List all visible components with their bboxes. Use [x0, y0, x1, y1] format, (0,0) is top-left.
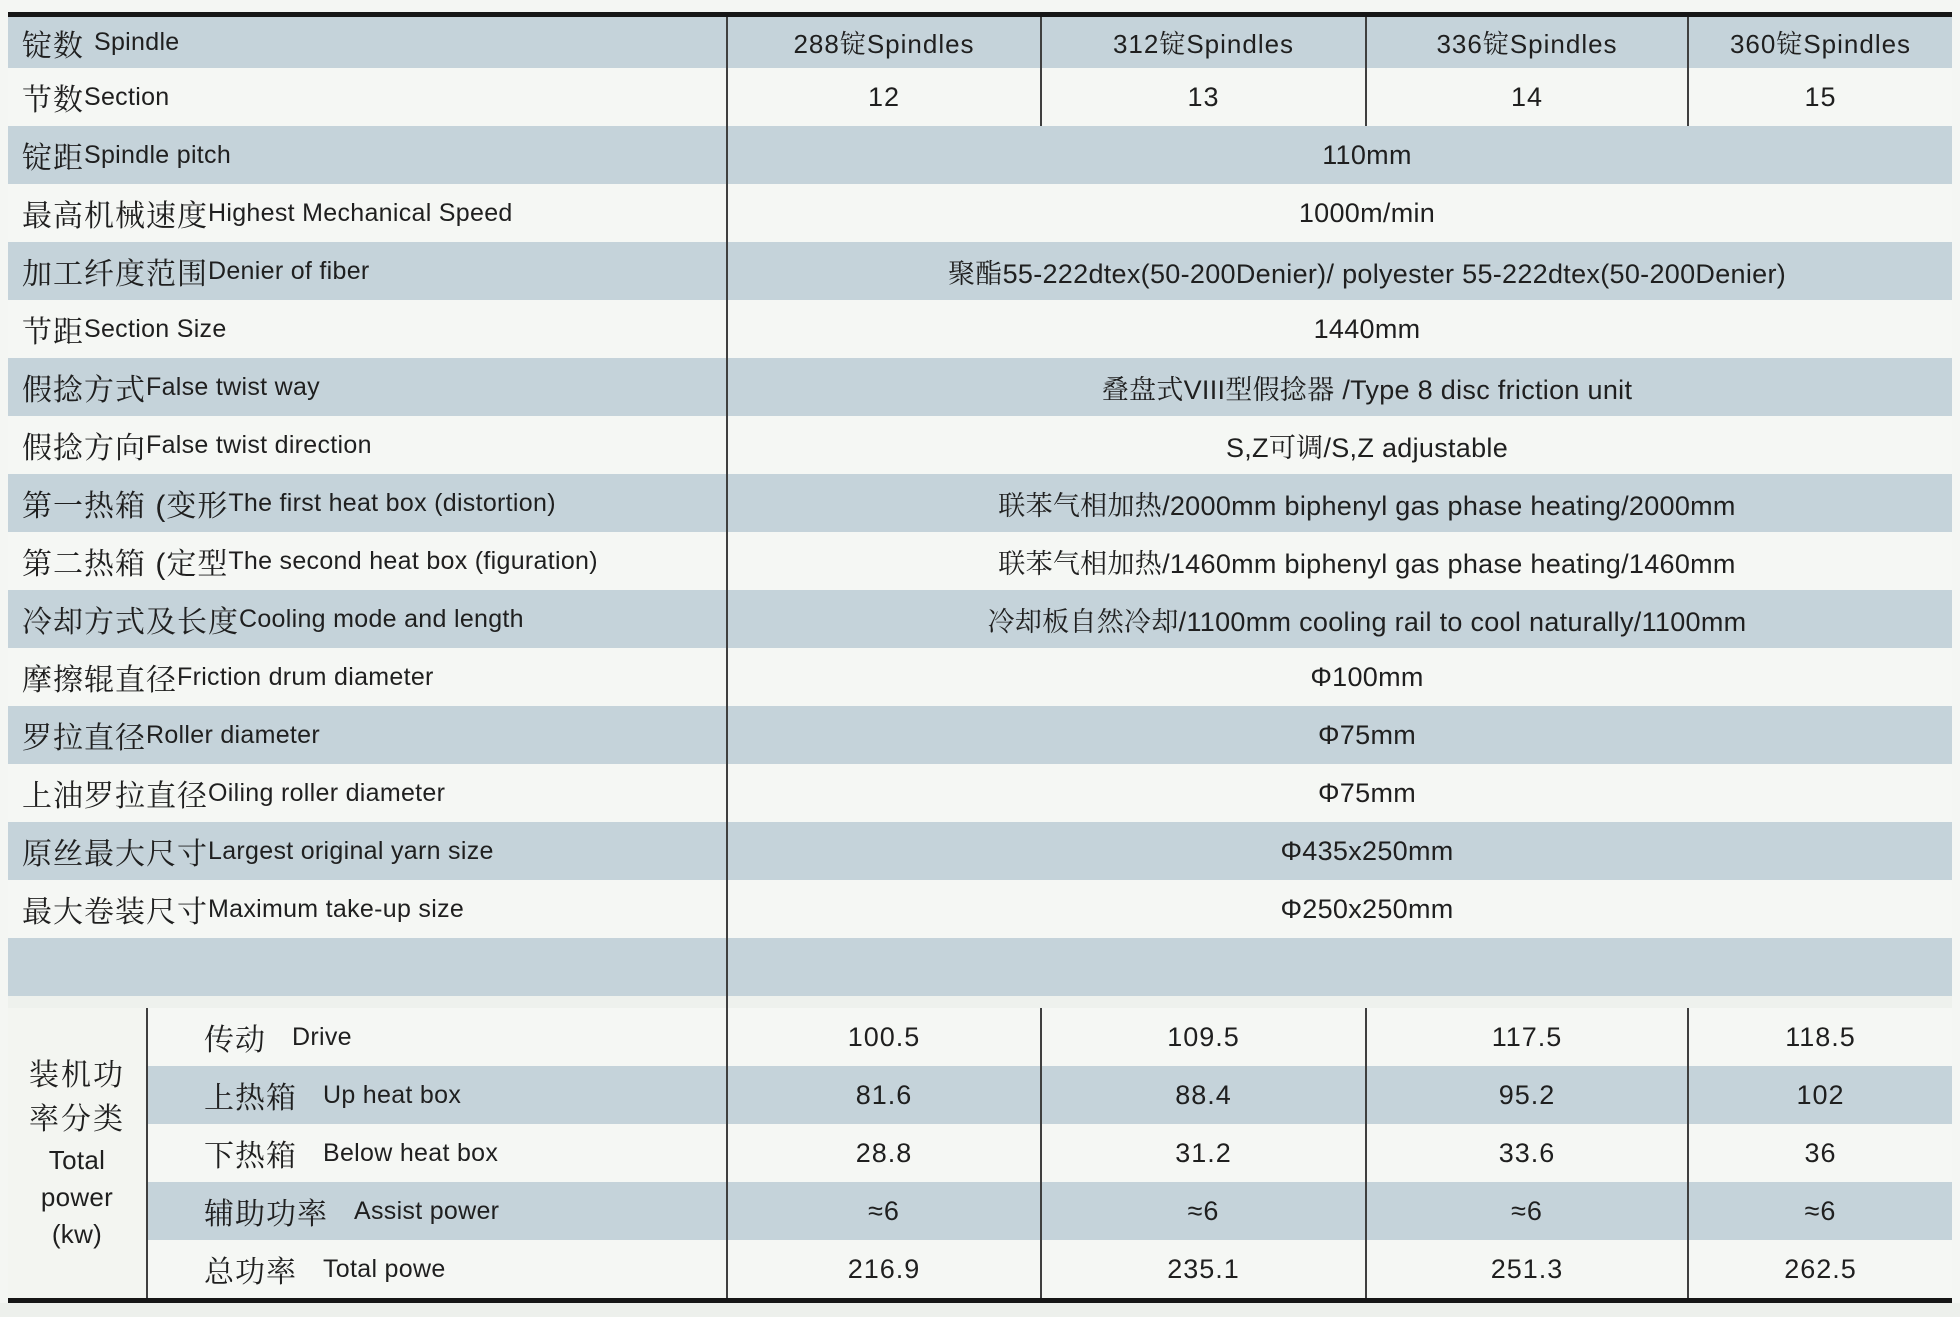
- power-value: 28.8: [728, 1124, 1042, 1182]
- row-label-zh: 冷却方式及长度: [22, 606, 239, 639]
- row-label: [8, 184, 728, 242]
- row-label-zh: 摩擦辊直径: [22, 664, 177, 697]
- row-section-size: [8, 300, 1952, 358]
- row-label-zh: 锭数: [22, 29, 84, 63]
- row-section: [8, 68, 1952, 126]
- power-value: ≈6: [728, 1182, 1042, 1240]
- row-label: [8, 880, 728, 938]
- row-value: Φ250x250mm: [1280, 893, 1454, 924]
- power-row-label: [148, 1124, 728, 1182]
- power-value: 109.5: [1042, 1008, 1367, 1066]
- table-bottom-border: [8, 1298, 1952, 1303]
- power-row-label: [148, 1008, 728, 1066]
- row-label-en: The first heat box (distortion): [228, 488, 556, 517]
- gap-divider-line: [8, 996, 728, 1008]
- row-false-twist-way: [8, 358, 1952, 416]
- row-value: 联苯气相加热/1460mm biphenyl gas phase heating/1460mm: [998, 548, 1736, 579]
- power-row-label: [148, 1240, 728, 1298]
- row-label: [8, 416, 728, 474]
- power-label-en: Assist power: [354, 1196, 500, 1225]
- power-value: 235.1: [1042, 1240, 1367, 1298]
- row-denier-of-fiber: [8, 242, 1952, 300]
- row-label-zh: 加工纤度范围: [22, 258, 208, 291]
- column-header-336: 336锭Spindles: [1367, 17, 1689, 68]
- power-value: 31.2: [1042, 1124, 1367, 1182]
- row-label-en: Section Size: [84, 314, 227, 343]
- row-spindle-pitch: [8, 126, 1952, 184]
- power-value: ≈6: [1367, 1182, 1689, 1240]
- row-label-zh: 假捻方式: [22, 374, 146, 407]
- power-value: 81.6: [728, 1066, 1042, 1124]
- power-label-en: Below heat box: [323, 1138, 499, 1167]
- row-label-zh: 锭距: [22, 142, 84, 175]
- column-header-288: 288锭Spindles: [728, 17, 1042, 68]
- row-value: 聚酯55-222dtex(50-200Denier)/ polyester 55-222dtex(50-200Denier): [947, 258, 1787, 289]
- row-label-zh: 原丝最大尺寸: [22, 838, 208, 871]
- row-value: Φ75mm: [1317, 719, 1417, 750]
- row-label-zh: 最高机械速度: [22, 200, 208, 233]
- row-value: 叠盘式VIII型假捻器 /Type 8 disc friction unit: [1101, 374, 1633, 405]
- row-value: Φ435x250mm: [1280, 835, 1454, 866]
- row-label-en: Largest original yarn size: [208, 836, 494, 865]
- row-label: [8, 822, 728, 880]
- row-oiling-roller-diameter: [8, 764, 1952, 822]
- power-value: 117.5: [1367, 1008, 1689, 1066]
- specification-table: [8, 12, 1952, 1303]
- power-value: 88.4: [1042, 1066, 1367, 1124]
- row-label-en: Spindle pitch: [84, 140, 232, 169]
- row-label: [8, 300, 728, 358]
- row-label-en: Maximum take-up size: [208, 894, 465, 923]
- row-friction-drum-diameter: [8, 648, 1952, 706]
- power-row-label: [148, 1066, 728, 1124]
- row-value: Φ75mm: [1317, 777, 1417, 808]
- row-label-en: Highest Mechanical Speed: [208, 198, 513, 227]
- power-value: 102: [1796, 1079, 1845, 1110]
- power-label-zh: 上热箱: [204, 1082, 297, 1115]
- power-row-below-heat-box: [148, 1124, 1952, 1182]
- power-value: 100.5: [728, 1008, 1042, 1066]
- power-row-assist-power: [148, 1182, 1952, 1240]
- row-label-en: False twist direction: [146, 430, 372, 459]
- power-value: 251.3: [1367, 1240, 1689, 1298]
- power-group-label: [8, 1008, 148, 1298]
- row-label: [8, 706, 728, 764]
- power-row-up-heat-box: [148, 1066, 1952, 1124]
- power-label-en: Drive: [292, 1022, 352, 1051]
- empty-value-cell: [728, 938, 1952, 996]
- power-group-en-line2: power: [40, 1181, 114, 1212]
- empty-label-cell: [8, 938, 728, 996]
- row-label-en: Denier of fiber: [208, 256, 370, 285]
- row-value: 1440mm: [1313, 313, 1421, 344]
- power-row-drive: [148, 1008, 1952, 1066]
- row-label: [8, 764, 728, 822]
- section-value-336: 14: [1367, 68, 1689, 126]
- row-value: 1000m/min: [1298, 197, 1436, 228]
- row-label-en: Cooling mode and length: [239, 604, 524, 633]
- row-label-zh: 上油罗拉直径: [22, 780, 208, 813]
- row-label-en: Roller diameter: [146, 720, 321, 749]
- row-empty-band: [8, 938, 1952, 996]
- power-label-en: Up heat box: [323, 1080, 462, 1109]
- section-value-360: 15: [1804, 81, 1837, 112]
- row-label-zh: 第一热箱 (变形: [22, 490, 229, 523]
- row-label-zh: 第二热箱 (定型: [22, 548, 229, 581]
- power-label-zh: 传动: [204, 1024, 266, 1057]
- row-label: [8, 126, 728, 184]
- row-value: 冷却板自然冷却/1100mm cooling rail to cool naturally/1100mm: [987, 606, 1747, 637]
- row-value: 110mm: [1322, 139, 1412, 170]
- row-label: [8, 648, 728, 706]
- row-label-zh: 罗拉直径: [22, 722, 146, 755]
- row-label-section: [8, 68, 728, 126]
- section-value-288: 12: [728, 68, 1042, 126]
- row-label-en: The second heat box (figuration): [228, 546, 598, 575]
- row-largest-original-yarn-size: [8, 822, 1952, 880]
- row-value: 联苯气相加热/2000mm biphenyl gas phase heating/2000mm: [998, 490, 1736, 521]
- row-label: [8, 358, 728, 416]
- power-row-total-power: [148, 1240, 1952, 1298]
- power-group-en-line1: Total: [48, 1144, 106, 1175]
- power-value: 95.2: [1367, 1066, 1689, 1124]
- column-header-360: 360锭Spindles: [1729, 29, 1912, 59]
- column-header-312: 312锭Spindles: [1042, 17, 1367, 68]
- power-value: 262.5: [1784, 1253, 1857, 1284]
- row-first-heat-box: [8, 474, 1952, 532]
- row-label-en: Friction drum diameter: [177, 662, 434, 691]
- row-cooling-mode-length: [8, 590, 1952, 648]
- row-label: [8, 532, 728, 590]
- power-label-en: Total powe: [323, 1254, 446, 1283]
- row-label-spindle: [8, 17, 728, 68]
- row-label-en: Oiling roller diameter: [208, 778, 446, 807]
- power-label-zh: 辅助功率: [204, 1198, 328, 1231]
- power-group-en-line3: (kw): [51, 1218, 103, 1249]
- row-value: Φ100mm: [1310, 661, 1424, 692]
- power-value: ≈6: [1042, 1182, 1367, 1240]
- row-label-zh: 节数: [22, 84, 84, 117]
- row-label-zh: 节距: [22, 316, 84, 349]
- row-label: [8, 590, 728, 648]
- power-rows: [148, 1008, 1952, 1298]
- row-spindle-header: [8, 17, 1952, 68]
- row-label-zh: 假捻方向: [22, 432, 146, 465]
- row-label-en: Section: [84, 82, 170, 111]
- row-false-twist-direction: [8, 416, 1952, 474]
- row-label-en: Spindle: [94, 28, 180, 56]
- power-value: 33.6: [1367, 1124, 1689, 1182]
- power-group-zh-line1: 装机功: [29, 1058, 125, 1092]
- power-label-zh: 总功率: [204, 1256, 297, 1289]
- power-value: 118.5: [1785, 1021, 1856, 1052]
- power-value: 36: [1804, 1137, 1837, 1168]
- power-value: ≈6: [1804, 1195, 1837, 1226]
- row-label-zh: 最大卷装尺寸: [22, 896, 208, 929]
- power-label-zh: 下热箱: [204, 1140, 297, 1173]
- row-maximum-take-up-size: [8, 880, 1952, 938]
- row-roller-diameter: [8, 706, 1952, 764]
- power-section: [8, 1008, 1952, 1298]
- row-label: [8, 474, 728, 532]
- power-value: 216.9: [728, 1240, 1042, 1298]
- power-group-zh-line2: 率分类: [29, 1102, 125, 1136]
- row-highest-mechanical-speed: [8, 184, 1952, 242]
- row-second-heat-box: [8, 532, 1952, 590]
- power-row-label: [148, 1182, 728, 1240]
- section-value-312: 13: [1042, 68, 1367, 126]
- row-value: S,Z可调/S,Z adjustable: [1225, 432, 1509, 463]
- row-label: [8, 242, 728, 300]
- page-margin: [0, 1303, 1960, 1317]
- row-label-en: False twist way: [146, 372, 320, 401]
- section-gap: [8, 996, 1952, 1008]
